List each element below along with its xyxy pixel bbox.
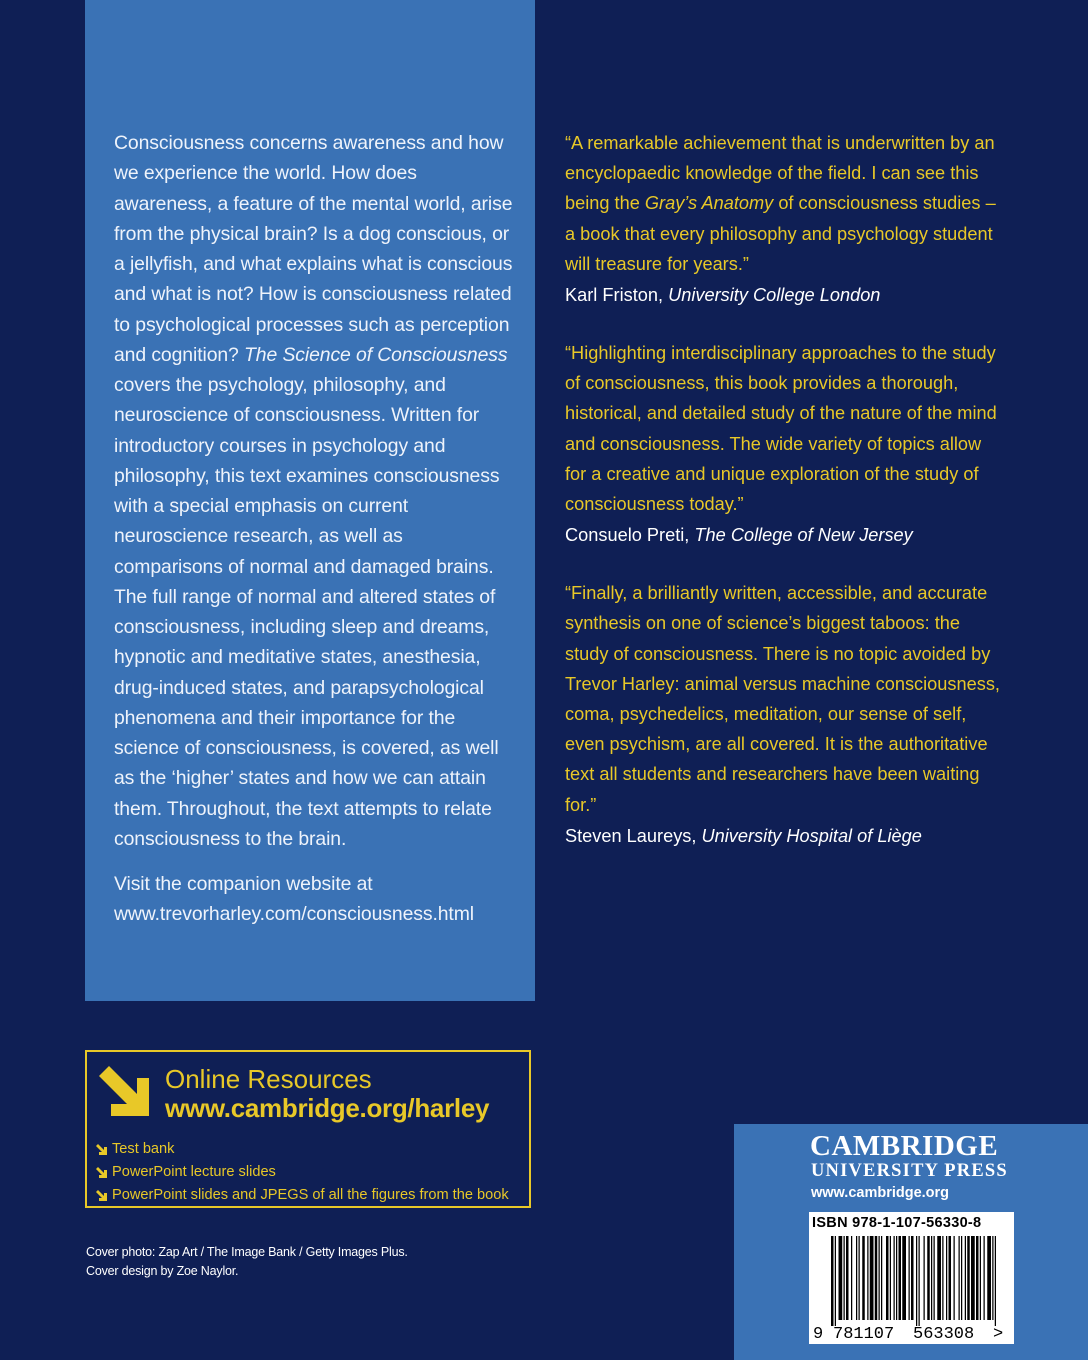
barcode-bar (995, 1236, 996, 1326)
barcode-bar (859, 1236, 860, 1320)
resources-list (96, 1138, 509, 1207)
barcode-bar (867, 1236, 868, 1320)
list-item: Test bank (96, 1138, 509, 1161)
barcode-bar (919, 1236, 920, 1326)
barcode-icon (809, 1212, 1014, 1344)
barcode-bar (937, 1236, 941, 1320)
quote-affiliation: University College London (668, 285, 881, 306)
barcode-bar (984, 1236, 985, 1320)
publisher-logo: CAMBRIDGE (810, 1130, 999, 1162)
barcode-bar (946, 1236, 947, 1320)
quote-italic: Gray’s Anatomy (644, 193, 774, 214)
barcode-bar (954, 1236, 955, 1320)
quote-text: “Highlighting interdisciplinary approaches to the study of consciousness, this book provides a thorough, historical, and detailed study of the nature of the mind and consciousness. The wide variety of topics allow for a creative and unique exploration of the study of consciousness today.” (565, 343, 997, 515)
barcode-bar (931, 1236, 932, 1320)
isbn-barcode (809, 1212, 1014, 1344)
barcode-bar (934, 1236, 935, 1320)
barcode-bar (881, 1236, 882, 1320)
quote-author: Steven Laureys, (565, 825, 697, 846)
list-item: PowerPoint lecture slides (96, 1161, 509, 1184)
barcode-bar (909, 1236, 910, 1320)
quote-attribution (565, 524, 1005, 546)
barcode-bar (961, 1236, 962, 1320)
barcode-bar (924, 1236, 925, 1320)
barcode-bar (916, 1236, 917, 1326)
companion-website-url[interactable]: www.trevorharley.com/consciousness.html (114, 903, 474, 926)
design-credit: Cover design by Zoe Naylor. (86, 1264, 239, 1278)
barcode-bar (894, 1236, 895, 1320)
barcode-bar (949, 1236, 952, 1320)
barcode-bar (839, 1236, 843, 1320)
endorsements (565, 128, 1005, 879)
barcode-bar (856, 1236, 857, 1320)
publisher-url[interactable]: www.cambridge.org (811, 1185, 950, 1201)
description-paragraph (114, 128, 514, 854)
description-part-2: covers the psychology, philosophy, and neuroscience of consciousness. Written for introductory courses in psychology and philosophy, this text examines consciousness with a special emphasis on current neuroscience research, as well as comparisons of normal and damaged brains. The full range of normal and altered states of consciousness, including sleep and dreams, hypnotic and meditative states, anesthesia, drug-induced states, and parapsychological phenomena and their importance for the science of consciousness, is covered, as well as the ‘higher’ states and how we can attain them. Throughout, the text attempts to relate consciousness to the brain. (114, 374, 500, 850)
barcode-bar (942, 1236, 943, 1320)
photo-credit: Cover photo: Zap Art / The Image Bank / Getty Images Plus. (86, 1245, 408, 1259)
quote-attribution (565, 825, 1005, 847)
barcode-bar (875, 1236, 878, 1320)
barcode-marker: > (993, 1325, 1004, 1344)
quote-text: “A remarkable achievement that is underwritten by an encyclopaedic knowledge of the field. I can see this being the Gray’s Anatomy of consciousness studies – a book that every philosophy and psychology student will treasure for years.” (565, 133, 996, 274)
barcode-bar (899, 1236, 902, 1320)
isbn-label: ISBN 978-1-107-56330-8 (812, 1215, 982, 1231)
barcode-bar (965, 1236, 966, 1320)
arrow-down-right-icon (96, 1190, 108, 1202)
arrow-down-right-icon (95, 1062, 155, 1122)
barcode-bar (831, 1236, 834, 1326)
quote-attribution (565, 284, 1005, 306)
barcode-bar (902, 1236, 906, 1320)
barcode-bar (844, 1236, 845, 1320)
endorsement-2 (565, 338, 1005, 546)
barcode-bar (851, 1236, 852, 1320)
companion-website (114, 869, 514, 930)
barcode-bar (886, 1236, 889, 1320)
quote-author: Consuelo Preti, (565, 525, 690, 546)
description-part-1: Consciousness concerns awareness and how we experience the world. How does awareness, a feature of the mental world, arise from the physical brain? Is a dog conscious, or a jellyfish, and what explains what is conscious and what is not? How is consciousness related to psychological processes such as perception and cognition? (114, 132, 513, 366)
publisher-press: UNIVERSITY PRESS (811, 1161, 1008, 1181)
barcode-bar (927, 1236, 930, 1320)
book-title: The Science of Consciousness (244, 343, 508, 366)
barcode-digits-left: 781107 (833, 1325, 895, 1344)
barcode-bar (976, 1236, 979, 1320)
barcode-bar (890, 1236, 891, 1320)
quote-text: “Finally, a brilliantly written, accessible, and accurate synthesis on one of science’s biggest taboos: the study of consciousness. There is no topic avoided by Trevor Harley: animal versus machine consciousness, coma, psychedelics, meditation, our sense of self, even psychism, are all covered. It is the authoritative text all students and researchers have been waiting for.” (565, 583, 1000, 815)
endorsement-3 (565, 578, 1005, 847)
barcode-bar (846, 1236, 849, 1320)
online-resources-box (85, 1050, 531, 1208)
online-resources-title: Online Resources (165, 1064, 372, 1094)
barcode-bar (896, 1236, 897, 1320)
endorsement-1 (565, 128, 1005, 306)
barcode-digit-first: 9 (813, 1325, 824, 1344)
cover-credits (86, 1243, 408, 1281)
barcode-bar (987, 1236, 991, 1320)
online-resources-url[interactable]: www.cambridge.org/harley (165, 1093, 490, 1123)
barcode-bar (967, 1236, 970, 1320)
quote-author: Karl Friston, (565, 285, 664, 306)
barcode-bar (862, 1236, 865, 1320)
description-text (114, 128, 514, 930)
barcode-bar (980, 1236, 981, 1320)
barcode-bar (911, 1236, 914, 1320)
barcode-bar (879, 1236, 880, 1320)
barcode-bar (992, 1236, 993, 1320)
publisher-panel (734, 1124, 1088, 1360)
quote-affiliation: University Hospital of Liège (701, 825, 922, 846)
list-item: PowerPoint slides and JPEGS of all the figures from the book (96, 1184, 509, 1207)
barcode-bar (835, 1236, 836, 1326)
visit-label: Visit the companion website at (114, 873, 373, 895)
quote-affiliation: The College of New Jersey (694, 525, 913, 546)
arrow-down-right-icon (96, 1144, 108, 1156)
barcode-bar (971, 1236, 975, 1320)
barcode-bar (870, 1236, 874, 1320)
barcode-digits-right: 563308 (913, 1325, 975, 1344)
barcode-bar (959, 1236, 960, 1320)
arrow-down-right-icon (96, 1167, 108, 1179)
description-panel (85, 0, 535, 1001)
